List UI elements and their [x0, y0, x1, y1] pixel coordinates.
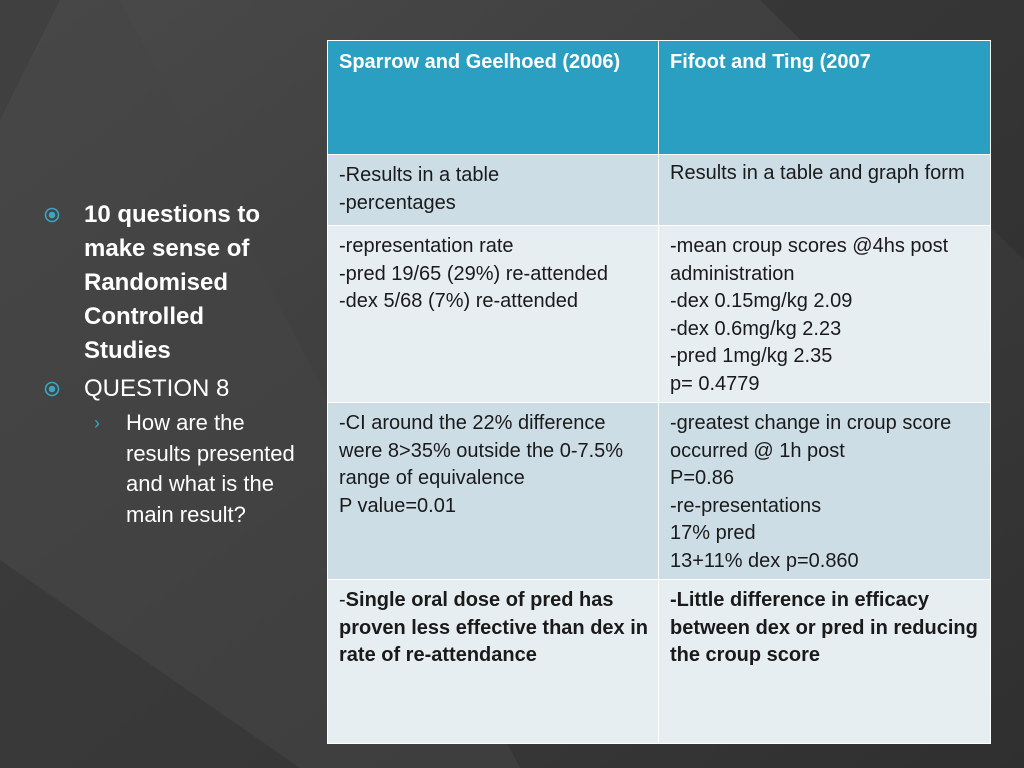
- cell-line: -Results in a table: [339, 164, 500, 186]
- table-cell: [659, 580, 991, 744]
- bullet-list: [44, 198, 296, 530]
- table-cell: [328, 226, 659, 403]
- header-fifoot-ting: Fifoot and Ting (2007: [659, 41, 991, 155]
- cell-line: -representation rate: [339, 235, 514, 257]
- table-cell: [328, 580, 659, 744]
- cell-line: -dex 5/68 (7%) re-attended: [339, 290, 579, 312]
- sub-bullet-text: How are the results presented and what is the main result?: [126, 410, 295, 527]
- comparison-table: [327, 40, 991, 744]
- cell-line: -greatest change in croup score occurred @ 1h post: [670, 412, 957, 462]
- header-sparrow-geelhoed: Sparrow and Geelhoed (2006): [328, 41, 659, 155]
- table-cell: [659, 155, 991, 226]
- cell-line: -dex 0.6mg/kg 2.23: [670, 317, 842, 340]
- table-header-row: [328, 41, 991, 155]
- cell-line: P value=0.01: [339, 494, 456, 517]
- conclusion-fifoot: -Little difference in efficacy between dex or pred in reducing the croup score: [670, 589, 978, 666]
- table-cell: [328, 155, 659, 226]
- cell-prefix: -: [339, 589, 346, 611]
- conclusion-sparrow: Single oral dose of pred has proven less effective than dex in rate of re-attendance: [339, 589, 648, 666]
- table-row: [328, 226, 991, 403]
- table-row: [328, 403, 991, 580]
- cell-line: -mean croup scores @4hs post administration: [670, 235, 954, 285]
- cell-line: Results in a table and graph form: [670, 162, 965, 184]
- bullet-text-bold: 10 questions to make sense of Randomised Controlled Studies: [84, 201, 261, 364]
- bullet-text: QUESTION 8: [84, 375, 230, 402]
- table-row: [328, 155, 991, 226]
- sub-bullet-item: [94, 408, 296, 530]
- cell-line: -re-presentations: [670, 494, 822, 517]
- cell-line: -pred 19/65 (29%) re-attended: [339, 262, 609, 285]
- table-cell: [659, 226, 991, 403]
- table-cell: [659, 403, 991, 580]
- bullet-item: [44, 372, 296, 406]
- target-bullet-icon: [44, 381, 60, 397]
- table-row-conclusion: [328, 580, 991, 744]
- cell-line: p= 0.4779: [670, 372, 760, 395]
- cell-line: -percentages: [339, 191, 456, 214]
- cell-line: 13+11% dex p=0.860: [670, 549, 859, 572]
- table-cell: [328, 403, 659, 580]
- target-bullet-icon: [44, 207, 60, 223]
- bullet-item: [44, 198, 296, 368]
- cell-line: -CI around the 22% difference were 8>35% outside the 0-7.5% range of equivalence: [339, 412, 629, 489]
- cell-line: P=0.86: [670, 467, 734, 489]
- cell-line: -pred 1mg/kg 2.35: [670, 345, 833, 367]
- cell-line: -dex 0.15mg/kg 2.09: [670, 290, 853, 312]
- cell-line: 17% pred: [670, 522, 756, 544]
- chevron-right-icon: ›: [94, 413, 100, 433]
